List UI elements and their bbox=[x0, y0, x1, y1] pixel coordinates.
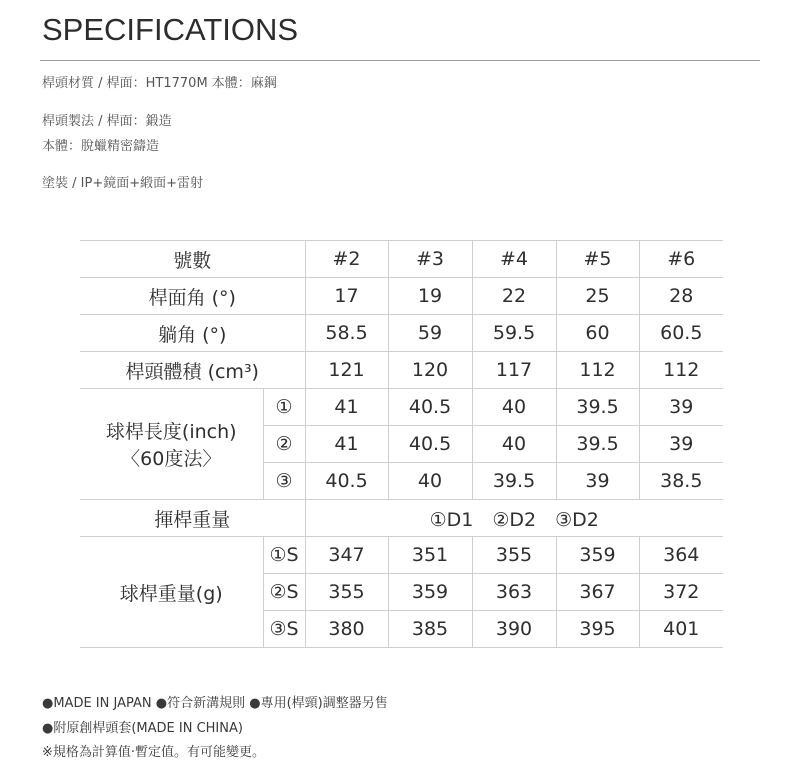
table-cell: 19 bbox=[388, 278, 472, 315]
column-header: #5 bbox=[556, 241, 639, 278]
table-cell: 60.5 bbox=[639, 315, 723, 352]
column-header: #6 bbox=[639, 241, 723, 278]
table-cell: 40 bbox=[472, 426, 556, 463]
table-row-number bbox=[80, 241, 723, 278]
swing-weight-value: ①D1 ②D2 ③D2 bbox=[305, 500, 723, 537]
length-label-line2: 〈60度法〉 bbox=[121, 448, 222, 470]
column-header: #2 bbox=[305, 241, 388, 278]
table-cell: 372 bbox=[639, 574, 723, 611]
row-label-number: 號數 bbox=[80, 241, 305, 278]
table-cell: 28 bbox=[639, 278, 723, 315]
table-cell: 390 bbox=[472, 611, 556, 648]
table-cell: 60 bbox=[556, 315, 639, 352]
table-row-weight-1 bbox=[80, 537, 723, 574]
column-header: #4 bbox=[472, 241, 556, 278]
title-divider bbox=[40, 60, 760, 61]
table-cell: 347 bbox=[305, 537, 388, 574]
spec-method-face: 桿頭製法 / 桿面：鍛造 bbox=[42, 114, 172, 129]
spec-finish: 塗裝 / IP+鏡面+緞面+雷射 bbox=[42, 176, 203, 191]
table-cell: 367 bbox=[556, 574, 639, 611]
table-row-length-1 bbox=[80, 389, 723, 426]
row-label-club-weight: 球桿重量(g) bbox=[80, 537, 263, 648]
table-cell: 359 bbox=[388, 574, 472, 611]
table-cell: 112 bbox=[639, 352, 723, 389]
row-label-volume: 桿頭體積 (cm³) bbox=[80, 352, 305, 389]
table-row-swing-weight bbox=[80, 500, 723, 537]
spec-method-body: 本體：脫蠟精密鑄造 bbox=[42, 139, 160, 154]
table-cell: 40.5 bbox=[388, 426, 472, 463]
table-cell: 117 bbox=[472, 352, 556, 389]
table-cell: 120 bbox=[388, 352, 472, 389]
option-marker: ② bbox=[263, 426, 305, 463]
table-cell: 38.5 bbox=[639, 463, 723, 500]
table-cell: 364 bbox=[639, 537, 723, 574]
spec-material: 桿頭材質 / 桿面：HT1770M 本體：麻鋼 bbox=[42, 76, 277, 91]
table-cell: 39 bbox=[639, 389, 723, 426]
table-cell: 17 bbox=[305, 278, 388, 315]
table-cell: 121 bbox=[305, 352, 388, 389]
row-label-swing-weight: 揮桿重量 bbox=[80, 500, 305, 537]
row-label-loft: 桿面角 (°) bbox=[80, 278, 305, 315]
table-cell: 395 bbox=[556, 611, 639, 648]
table-cell: 39 bbox=[639, 426, 723, 463]
option-marker: ③ bbox=[263, 463, 305, 500]
table-cell: 40.5 bbox=[388, 389, 472, 426]
table-cell: 112 bbox=[556, 352, 639, 389]
column-header: #3 bbox=[388, 241, 472, 278]
length-label-line1: 球桿長度(inch) bbox=[105, 421, 237, 443]
table-cell: 401 bbox=[639, 611, 723, 648]
table-cell: 363 bbox=[472, 574, 556, 611]
table-row-volume bbox=[80, 352, 723, 389]
table-cell: 22 bbox=[472, 278, 556, 315]
table-row-lie bbox=[80, 315, 723, 352]
table-cell: 39.5 bbox=[556, 389, 639, 426]
table-row-loft bbox=[80, 278, 723, 315]
table-cell: 40 bbox=[388, 463, 472, 500]
option-marker: ③S bbox=[263, 611, 305, 648]
row-label-lie: 躺角 (°) bbox=[80, 315, 305, 352]
option-marker: ① bbox=[263, 389, 305, 426]
footer-note-headcover: ●附原創桿頭套(MADE IN CHINA) bbox=[42, 721, 243, 736]
table-cell: 41 bbox=[305, 389, 388, 426]
table-cell: 39.5 bbox=[472, 463, 556, 500]
table-cell: 355 bbox=[472, 537, 556, 574]
table-cell: 40.5 bbox=[305, 463, 388, 500]
table-cell: 39.5 bbox=[556, 426, 639, 463]
table-cell: 380 bbox=[305, 611, 388, 648]
table-cell: 385 bbox=[388, 611, 472, 648]
table-cell: 351 bbox=[388, 537, 472, 574]
option-marker: ②S bbox=[263, 574, 305, 611]
table-cell: 355 bbox=[305, 574, 388, 611]
table-cell: 59 bbox=[388, 315, 472, 352]
table-cell: 41 bbox=[305, 426, 388, 463]
table-cell: 59.5 bbox=[472, 315, 556, 352]
footer-note-disclaimer: ※規格為計算值‧暫定值。有可能變更。 bbox=[42, 745, 266, 760]
page-title: SPECIFICATIONS bbox=[42, 12, 299, 47]
table-cell: 39 bbox=[556, 463, 639, 500]
row-label-length bbox=[80, 389, 263, 500]
spec-table bbox=[80, 240, 723, 648]
table-cell: 359 bbox=[556, 537, 639, 574]
table-cell: 58.5 bbox=[305, 315, 388, 352]
footer-note-origin: ●MADE IN JAPAN ●符合新溝規則 ●專用(桿頸)調整器另售 bbox=[42, 696, 388, 711]
table-cell: 25 bbox=[556, 278, 639, 315]
table-cell: 40 bbox=[472, 389, 556, 426]
option-marker: ①S bbox=[263, 537, 305, 574]
